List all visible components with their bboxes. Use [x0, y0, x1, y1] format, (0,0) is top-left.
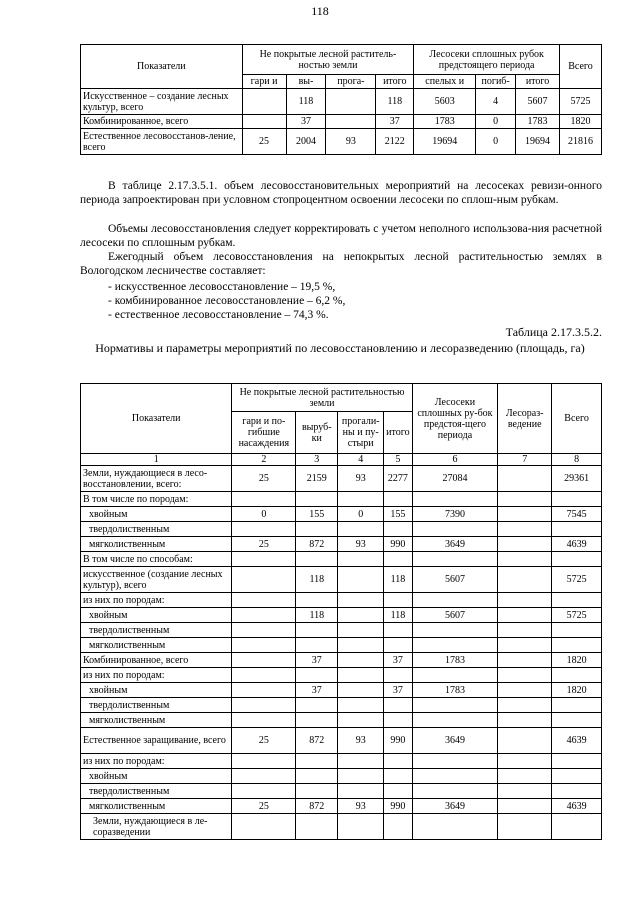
- cell-value: 5607: [516, 89, 560, 115]
- cell-value: 872: [296, 799, 338, 814]
- cell-value: [232, 653, 296, 668]
- bullet-combined: - комбинированное лесовосстановление – 6,2 %,: [108, 295, 346, 307]
- table-reforestation-summary: [80, 44, 602, 155]
- table-caption: Таблица 2.17.3.5.2.: [505, 325, 602, 339]
- cell-value: [338, 492, 384, 507]
- table-row: [81, 653, 602, 668]
- t1-header-group2: Лесосеки сплошных рубок предстоящего периода: [414, 45, 560, 75]
- cell-value: [338, 713, 384, 728]
- cell-value: 7390: [412, 507, 498, 522]
- cell-value: [384, 623, 412, 638]
- cell-value: 93: [338, 537, 384, 552]
- t2-col-num: 1: [81, 454, 232, 466]
- cell-value: [552, 769, 602, 784]
- cell-value: [384, 492, 412, 507]
- cell-value: [412, 552, 498, 567]
- row-label: Искусственное – создание лесных культур, всего: [81, 89, 243, 115]
- cell-value: 1783: [412, 683, 498, 698]
- cell-value: [338, 567, 384, 593]
- cell-value: [232, 713, 296, 728]
- cell-value: [412, 713, 498, 728]
- row-label: Естественное лесовосстанов-ление, всего: [81, 129, 243, 155]
- table-row: [81, 522, 602, 537]
- row-label: Земли, нуждающиеся в лесо-восстановлении, всего:: [81, 466, 232, 492]
- cell-value: 25: [232, 537, 296, 552]
- row-label: твердолиственным: [81, 784, 232, 799]
- t2-col-num: 2: [232, 454, 296, 466]
- table-row: [81, 769, 602, 784]
- row-label: искусственное (создание лесных культур), всего: [81, 567, 232, 593]
- cell-value: [552, 698, 602, 713]
- row-label: Комбинированное, всего: [81, 115, 243, 129]
- cell-value: 21816: [560, 129, 602, 155]
- cell-value: [412, 814, 498, 840]
- cell-value: 93: [326, 129, 376, 155]
- cell-value: [296, 593, 338, 608]
- cell-value: [498, 728, 552, 754]
- cell-value: [498, 492, 552, 507]
- cell-value: 25: [232, 799, 296, 814]
- t2-col-num: 4: [338, 454, 384, 466]
- row-label: мягколиственным: [81, 638, 232, 653]
- cell-value: 37: [296, 653, 338, 668]
- table-row: [81, 129, 602, 155]
- cell-value: 990: [384, 728, 412, 754]
- cell-value: 5725: [552, 608, 602, 623]
- cell-value: [338, 754, 384, 769]
- cell-value: 1783: [414, 115, 476, 129]
- cell-value: [296, 814, 338, 840]
- cell-value: [384, 784, 412, 799]
- table-row: [81, 683, 602, 698]
- cell-value: [326, 89, 376, 115]
- cell-value: [384, 552, 412, 567]
- cell-value: [338, 769, 384, 784]
- t1-sub-header: вы-: [286, 75, 326, 89]
- cell-value: [498, 683, 552, 698]
- cell-value: [552, 623, 602, 638]
- row-label: из них по породам:: [81, 668, 232, 683]
- cell-value: 5725: [560, 89, 602, 115]
- cell-value: [338, 638, 384, 653]
- t2-header-indicator: Показатели: [81, 384, 232, 454]
- bullet-artificial: - искусственное лесовосстановление – 19,5 %,: [108, 281, 336, 293]
- cell-value: 7545: [552, 507, 602, 522]
- t1-sub-header: погиб-: [476, 75, 516, 89]
- cell-value: [296, 754, 338, 769]
- cell-value: [552, 593, 602, 608]
- cell-value: [412, 698, 498, 713]
- row-label: В том числе по породам:: [81, 492, 232, 507]
- table-row: [81, 698, 602, 713]
- t1-sub-header: прога-: [326, 75, 376, 89]
- table-row: [81, 466, 602, 492]
- row-label: хвойным: [81, 683, 232, 698]
- cell-value: [412, 784, 498, 799]
- cell-value: 37: [384, 683, 412, 698]
- cell-value: 118: [286, 89, 326, 115]
- t2-col-num: 8: [552, 454, 602, 466]
- t2-header-total: Всего: [552, 384, 602, 454]
- cell-value: 37: [376, 115, 414, 129]
- cell-value: [552, 522, 602, 537]
- cell-value: 3649: [412, 728, 498, 754]
- table-row: [81, 593, 602, 608]
- cell-value: [384, 522, 412, 537]
- cell-value: [552, 668, 602, 683]
- row-label: Комбинированное, всего: [81, 653, 232, 668]
- t1-sub-header: гари и: [242, 75, 286, 89]
- cell-value: [552, 492, 602, 507]
- cell-value: [498, 769, 552, 784]
- row-label: Естественное заращивание, всего: [81, 728, 232, 754]
- cell-value: [232, 492, 296, 507]
- table-title: Нормативы и параметры мероприятий по лесовосстановлению и лесоразведению (площадь, га): [95, 341, 585, 355]
- cell-value: 1820: [552, 653, 602, 668]
- cell-value: 29361: [552, 466, 602, 492]
- t2-col-num: 3: [296, 454, 338, 466]
- table-row: [81, 784, 602, 799]
- table-row: [81, 492, 602, 507]
- t2-col-num: 6: [412, 454, 498, 466]
- table-row: [81, 754, 602, 769]
- cell-value: [552, 638, 602, 653]
- cell-value: [338, 698, 384, 713]
- bullet-natural: - естественное лесовосстановление – 74,3 %.: [108, 309, 329, 321]
- cell-value: [232, 593, 296, 608]
- cell-value: [338, 593, 384, 608]
- cell-value: [296, 698, 338, 713]
- cell-value: [338, 623, 384, 638]
- cell-value: [498, 784, 552, 799]
- t2-col-num: 7: [498, 454, 552, 466]
- cell-value: [552, 713, 602, 728]
- cell-value: [338, 814, 384, 840]
- table-row: [81, 814, 602, 840]
- cell-value: [338, 552, 384, 567]
- cell-value: [338, 668, 384, 683]
- cell-value: [232, 754, 296, 769]
- row-label: мягколиственным: [81, 799, 232, 814]
- cell-value: [412, 623, 498, 638]
- cell-value: [296, 552, 338, 567]
- cell-value: [232, 608, 296, 623]
- row-label: твердолиственным: [81, 623, 232, 638]
- cell-value: [296, 668, 338, 683]
- cell-value: 2277: [384, 466, 412, 492]
- cell-value: [296, 623, 338, 638]
- cell-value: [384, 668, 412, 683]
- cell-value: [552, 754, 602, 769]
- cell-value: [296, 769, 338, 784]
- cell-value: 25: [232, 728, 296, 754]
- cell-value: 0: [476, 129, 516, 155]
- cell-value: [498, 713, 552, 728]
- t2-header-cuts: Лесосеки сплошных ру-бок предстоя-щего периода: [412, 384, 498, 454]
- row-label: Земли, нуждающиеся в ле-соразведении: [81, 814, 232, 840]
- cell-value: [412, 492, 498, 507]
- cell-value: [412, 593, 498, 608]
- cell-value: 37: [296, 683, 338, 698]
- cell-value: [384, 814, 412, 840]
- cell-value: 118: [376, 89, 414, 115]
- cell-value: 990: [384, 799, 412, 814]
- table-row: [81, 89, 602, 115]
- cell-value: [498, 799, 552, 814]
- cell-value: [232, 668, 296, 683]
- t1-header-indicator: Показатели: [81, 45, 243, 89]
- cell-value: [296, 713, 338, 728]
- table-row: [81, 552, 602, 567]
- cell-value: [412, 638, 498, 653]
- cell-value: [412, 668, 498, 683]
- cell-value: [232, 683, 296, 698]
- paragraph-2: Объемы лесовосстановления следует корректировать с учетом неполного использова-ния расчетной лесосеки по сплошным рубкам.: [80, 223, 602, 249]
- t1-sub-header: спелых и: [414, 75, 476, 89]
- table-row: [81, 537, 602, 552]
- cell-value: [232, 623, 296, 638]
- cell-value: [552, 814, 602, 840]
- row-label: твердолиственным: [81, 522, 232, 537]
- cell-value: 5607: [412, 608, 498, 623]
- cell-value: 3649: [412, 799, 498, 814]
- cell-value: [384, 713, 412, 728]
- cell-value: [384, 638, 412, 653]
- cell-value: [232, 552, 296, 567]
- table-row: [81, 668, 602, 683]
- cell-value: [384, 698, 412, 713]
- cell-value: 0: [338, 507, 384, 522]
- cell-value: [498, 668, 552, 683]
- cell-value: [338, 653, 384, 668]
- cell-value: 2122: [376, 129, 414, 155]
- table-row: [81, 638, 602, 653]
- paragraph-1: В таблице 2.17.3.5.1. объем лесовосстановительных мероприятий на лесосеках ревизи-онного периода запроектирован при условном стопроцентном освоении лесосеки по сплош-ным рубкам.: [80, 180, 602, 206]
- cell-value: [242, 89, 286, 115]
- cell-value: [232, 769, 296, 784]
- cell-value: 118: [384, 608, 412, 623]
- cell-value: [232, 522, 296, 537]
- cell-value: [338, 608, 384, 623]
- cell-value: [498, 522, 552, 537]
- cell-value: 93: [338, 728, 384, 754]
- cell-value: 155: [384, 507, 412, 522]
- row-label: хвойным: [81, 769, 232, 784]
- cell-value: 4639: [552, 537, 602, 552]
- cell-value: 25: [242, 129, 286, 155]
- cell-value: [384, 593, 412, 608]
- cell-value: 5607: [412, 567, 498, 593]
- cell-value: 19694: [516, 129, 560, 155]
- cell-value: 990: [384, 537, 412, 552]
- cell-value: [412, 754, 498, 769]
- cell-value: [498, 552, 552, 567]
- cell-value: [498, 698, 552, 713]
- t2-sub-burnt: гари и по-гибшие насаждения: [232, 412, 296, 454]
- cell-value: 93: [338, 799, 384, 814]
- cell-value: 155: [296, 507, 338, 522]
- t2-sub-subtotal: итого: [384, 412, 412, 454]
- t2-sub-glades: прогали-ны и пу-стыри: [338, 412, 384, 454]
- cell-value: 37: [384, 653, 412, 668]
- cell-value: 2159: [296, 466, 338, 492]
- cell-value: [296, 784, 338, 799]
- row-label: из них по породам:: [81, 593, 232, 608]
- cell-value: [232, 784, 296, 799]
- cell-value: [384, 754, 412, 769]
- cell-value: 1783: [412, 653, 498, 668]
- cell-value: [552, 784, 602, 799]
- table-reforestation-norms: [80, 383, 602, 840]
- cell-value: [296, 638, 338, 653]
- cell-value: 2004: [286, 129, 326, 155]
- cell-value: [498, 754, 552, 769]
- cell-value: 1820: [552, 683, 602, 698]
- cell-value: 5603: [414, 89, 476, 115]
- cell-value: 872: [296, 537, 338, 552]
- cell-value: [338, 784, 384, 799]
- cell-value: 4639: [552, 728, 602, 754]
- cell-value: 118: [296, 608, 338, 623]
- cell-value: [412, 769, 498, 784]
- table-row: [81, 567, 602, 593]
- cell-value: 0: [232, 507, 296, 522]
- cell-value: 3649: [412, 537, 498, 552]
- cell-value: [232, 814, 296, 840]
- table-row: [81, 623, 602, 638]
- cell-value: [498, 638, 552, 653]
- row-label: мягколиственным: [81, 537, 232, 552]
- cell-value: [338, 683, 384, 698]
- table-row: [81, 713, 602, 728]
- row-label: твердолиственным: [81, 698, 232, 713]
- table-row: [81, 507, 602, 522]
- table-row: [81, 115, 602, 129]
- t1-header-total: Всего: [560, 45, 602, 89]
- cell-value: [498, 608, 552, 623]
- cell-value: [232, 567, 296, 593]
- t2-header-group1: Не покрытые лесной растительностью земли: [232, 384, 412, 412]
- cell-value: [232, 698, 296, 713]
- t2-header-afforestation: Лесораз-ведение: [498, 384, 552, 454]
- cell-value: [498, 567, 552, 593]
- cell-value: 4639: [552, 799, 602, 814]
- cell-value: 27084: [412, 466, 498, 492]
- cell-value: [498, 507, 552, 522]
- row-label: мягколиственным: [81, 713, 232, 728]
- cell-value: 118: [296, 567, 338, 593]
- cell-value: 4: [476, 89, 516, 115]
- t2-body: [81, 466, 602, 840]
- t2-sub-clearings: выруб-ки: [296, 412, 338, 454]
- cell-value: [498, 814, 552, 840]
- t1-header-group1: Не покрытые лесной раститель-ностью земли: [242, 45, 414, 75]
- cell-value: [384, 769, 412, 784]
- cell-value: 872: [296, 728, 338, 754]
- cell-value: [296, 522, 338, 537]
- cell-value: [498, 593, 552, 608]
- row-label: из них по породам:: [81, 754, 232, 769]
- cell-value: [232, 638, 296, 653]
- cell-value: 0: [476, 115, 516, 129]
- cell-value: 1783: [516, 115, 560, 129]
- cell-value: [498, 466, 552, 492]
- row-label: В том числе по способам:: [81, 552, 232, 567]
- cell-value: [498, 653, 552, 668]
- cell-value: 19694: [414, 129, 476, 155]
- cell-value: [498, 537, 552, 552]
- cell-value: 37: [286, 115, 326, 129]
- cell-value: 118: [384, 567, 412, 593]
- cell-value: [296, 492, 338, 507]
- table-row: [81, 608, 602, 623]
- row-label: хвойным: [81, 608, 232, 623]
- t1-sub-header: итого: [516, 75, 560, 89]
- cell-value: [242, 115, 286, 129]
- page-number: 118: [311, 4, 329, 18]
- cell-value: [498, 623, 552, 638]
- cell-value: [338, 522, 384, 537]
- cell-value: [326, 115, 376, 129]
- paragraph-3: Ежегодный объем лесовосстановления на непокрытых лесной растительностью землях в Вологодском лесничестве составляет:: [80, 251, 602, 277]
- t1-sub-header: итого: [376, 75, 414, 89]
- cell-value: [552, 552, 602, 567]
- table-row: [81, 728, 602, 754]
- cell-value: 5725: [552, 567, 602, 593]
- cell-value: 93: [338, 466, 384, 492]
- cell-value: 1820: [560, 115, 602, 129]
- table-row: [81, 799, 602, 814]
- t1-body: [81, 89, 602, 155]
- cell-value: [412, 522, 498, 537]
- t2-col-num: 5: [384, 454, 412, 466]
- cell-value: 25: [232, 466, 296, 492]
- row-label: хвойным: [81, 507, 232, 522]
